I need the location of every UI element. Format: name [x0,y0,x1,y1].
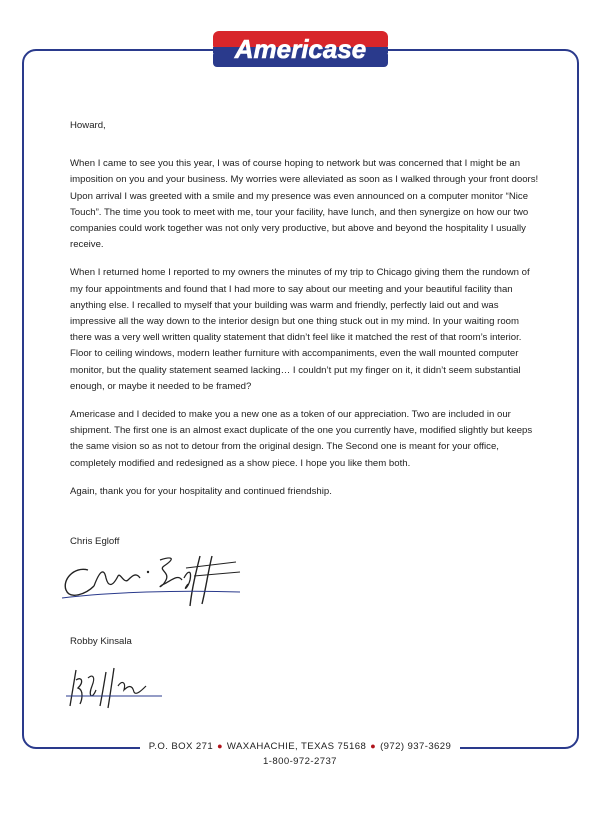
signature-chris-egloff [60,548,250,610]
footer-city: WAXAHACHIE, TEXAS 75168 [226,741,367,752]
footer-separator-dot-2: ● [370,741,377,751]
paragraph-4: Again, thank you for your hospitality and continued friendship. [70,485,332,497]
signature-robby-kinsala [62,666,172,712]
footer-phone: (972) 937-3629 [380,741,452,752]
letter-body [70,118,540,512]
paragraph-3: Americase and I decided to make you a new one as a token of our appreciation. Two are included in our shipment. The first one is an almost exact duplicate of the one you currently have, modified slightly but keeps the same vision so as not to detour from the original design. The Second one is meant for your office, completely modified and redesigned as a show piece. I hope you like them both. [70,409,533,469]
paragraph-2: When I returned home I reported to my owners the minutes of my trip to Chicago giving them the rundown of my four appointments and found that I had more to say about our meeting and your beautiful facility than anything else. I recalled to myself that your building was warm and friendly, perfectly laid out and was impressive all the way down to the interior design but one thing stuck out in my mind. In your waiting room there was a very well written quality statement that didn’t feel like it matched the rest of that room’s interior. Floor to ceiling windows, modern leather furniture with accompaniments, even the wall mounted computer monitor, but the quality statement seamed lacking… I couldn’t put my finger on it, it didn’t seem substantial enough, or maybe it needed to be framed? [70,267,530,392]
footer-separator-dot-1: ● [217,741,223,751]
footer-po-box: P.O. BOX 271 [148,741,214,752]
signer-name-2: Robby Kinsala [70,636,132,647]
footer-toll-free: 1-800-972-2737 [263,756,337,767]
logo-text: Americase [234,34,367,64]
paragraph-1: When I came to see you this year, I was of course hoping to network but was concerned that I might be an imposition on you and your business. My worries were alleviated as soon as I walked through your front doors! Upon arrival I was greeted with a smile and my presence was even announced on a computer monitor “Nice Touch”. The time you took to meet with me, tour your facility, have lunch, and then synergize on how our two companies could work together was not only very productive, but above and beyond the hospitality I usually receive. [70,158,539,251]
americase-logo [213,31,388,67]
salutation: Howard, [70,120,106,131]
signer-name-1: Chris Egloff [70,536,120,547]
footer-address [0,741,600,752]
